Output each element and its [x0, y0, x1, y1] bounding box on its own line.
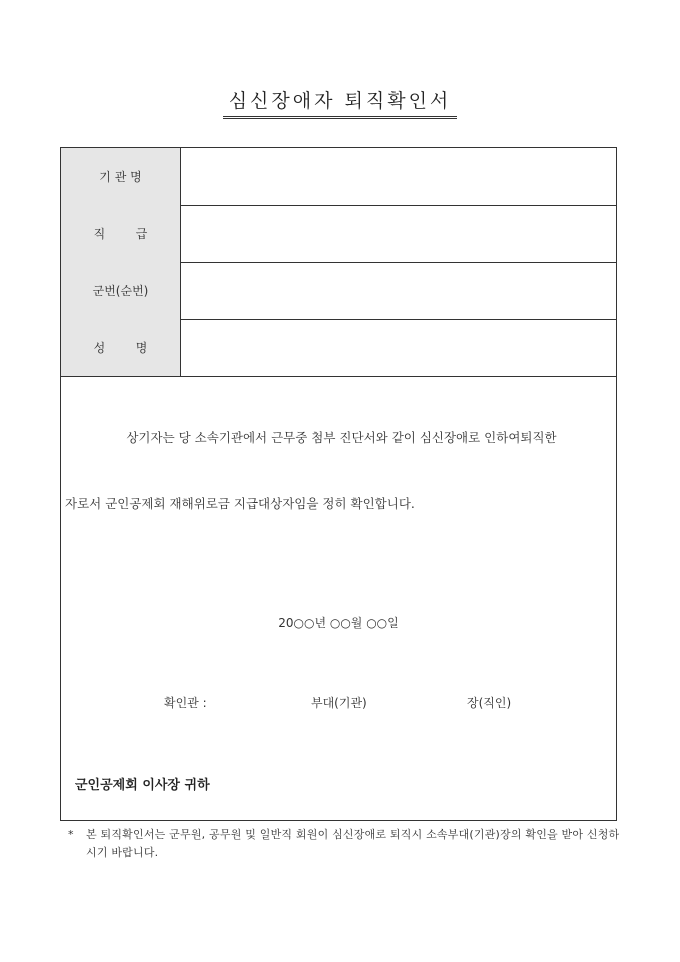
- confirmation-form: [60, 147, 617, 821]
- statement-line-1: 상기자는 당 소속기관에서 근무중 첨부 진단서와 같이 심신장애로 인하여퇴직한: [126, 430, 557, 445]
- field-row-institution: [61, 148, 616, 206]
- issue-date: 20○○년 ○○월 ○○일: [278, 616, 399, 630]
- footnote-marker: *: [68, 828, 74, 841]
- field-value-institution[interactable]: [181, 148, 616, 205]
- field-label-service-number: 군번(순번): [61, 262, 181, 319]
- field-row-name: [61, 319, 616, 377]
- unit-label: 부대(기관): [311, 696, 367, 710]
- field-row-rank: [61, 205, 616, 263]
- confirmer-label: 확인관 :: [164, 696, 207, 710]
- field-value-service-number[interactable]: [181, 262, 616, 319]
- field-row-service-number: [61, 262, 616, 320]
- title-container: [0, 86, 680, 119]
- field-label-rank: 직 급: [61, 205, 181, 262]
- seal-label: 장(직인): [467, 696, 512, 710]
- statement-line-2: 자로서 군인공제회 재해위로금 지급대상자임을 정히 확인합니다.: [65, 496, 415, 511]
- field-value-name[interactable]: [181, 319, 616, 376]
- field-label-name: 성 명: [61, 319, 181, 376]
- footnote-text: 본 퇴직확인서는 군무원, 공무원 및 일반직 회원이 심신장애로 퇴직시 소속부대(기관)장의 확인을 받아 신청하시기 바랍니다.: [86, 828, 620, 859]
- footnote: [68, 826, 628, 862]
- field-label-institution: 기 관 명: [61, 148, 181, 205]
- document-title: 심신장애자 퇴직확인서: [223, 86, 458, 119]
- addressee: 군인공제회 이사장 귀하: [75, 778, 210, 793]
- field-value-rank[interactable]: [181, 205, 616, 262]
